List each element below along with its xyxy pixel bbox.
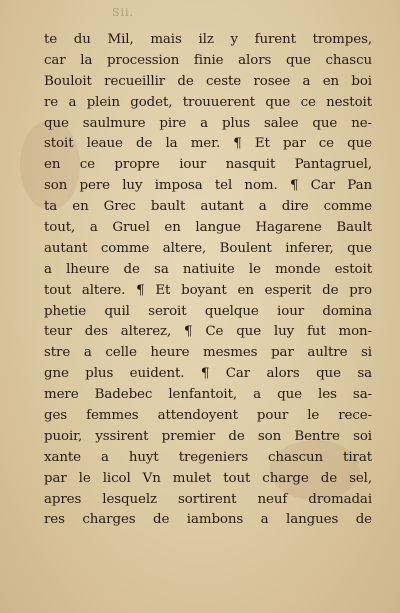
text-line: gne plus euident. ¶ Car alors que sa xyxy=(44,366,372,382)
text-line: ges femmes attendoyent pour le rece- xyxy=(44,408,372,424)
text-line: tout altere. ¶ Et boyant en esperit de pro xyxy=(44,282,372,298)
text-line: car la procession finie alors que chascu xyxy=(44,52,372,68)
text-line: res charges de iambons a langues de xyxy=(44,512,372,528)
text-line: teur des alterez, ¶ Ce que luy fut mon- xyxy=(44,324,372,340)
text-line: ta en Grec bault autant a dire comme xyxy=(44,199,372,215)
text-line: re a plein godet, trouuerent que ce nestoit xyxy=(44,94,372,110)
text-line: phetie quil seroit quelque iour domina xyxy=(44,303,372,319)
text-line: stre a celle heure mesmes par aultre si xyxy=(44,345,372,361)
text-line: que saulmure pire a plus salee que ne- xyxy=(44,115,372,131)
text-line: en ce propre iour nasquit Pantagruel, xyxy=(44,157,372,173)
text-line: autant comme altere, Boulent inferer, que xyxy=(44,240,372,256)
text-line: te du Mil, mais ilz y furent trompes, xyxy=(44,32,372,47)
text-line: Bouloit recueillir de ceste rosee a en boi xyxy=(44,73,372,89)
text-line: a lheure de sa natiuite le monde estoit xyxy=(44,261,372,277)
text-line: puoir, yssirent premier de son Bentre soi xyxy=(44,428,372,444)
text-block xyxy=(44,30,372,531)
text-line: mere Badebec lenfantoit, a que les sa- xyxy=(44,387,372,403)
text-line: par le licol Vn mulet tout charge de sel, xyxy=(44,470,372,486)
text-line: son pere luy imposa tel nom. ¶ Car Pan xyxy=(44,178,372,194)
header-mark: Sii. xyxy=(112,6,135,19)
text-line: tout, a Gruel en langue Hagarene Bault xyxy=(44,220,372,236)
text-line: apres lesquelz sortirent neuf dromadai xyxy=(44,491,372,507)
text-line: stoit leaue de la mer. ¶ Et par ce que xyxy=(44,136,372,152)
text-line: xante a huyt tregeniers chascun tirat xyxy=(44,449,372,465)
